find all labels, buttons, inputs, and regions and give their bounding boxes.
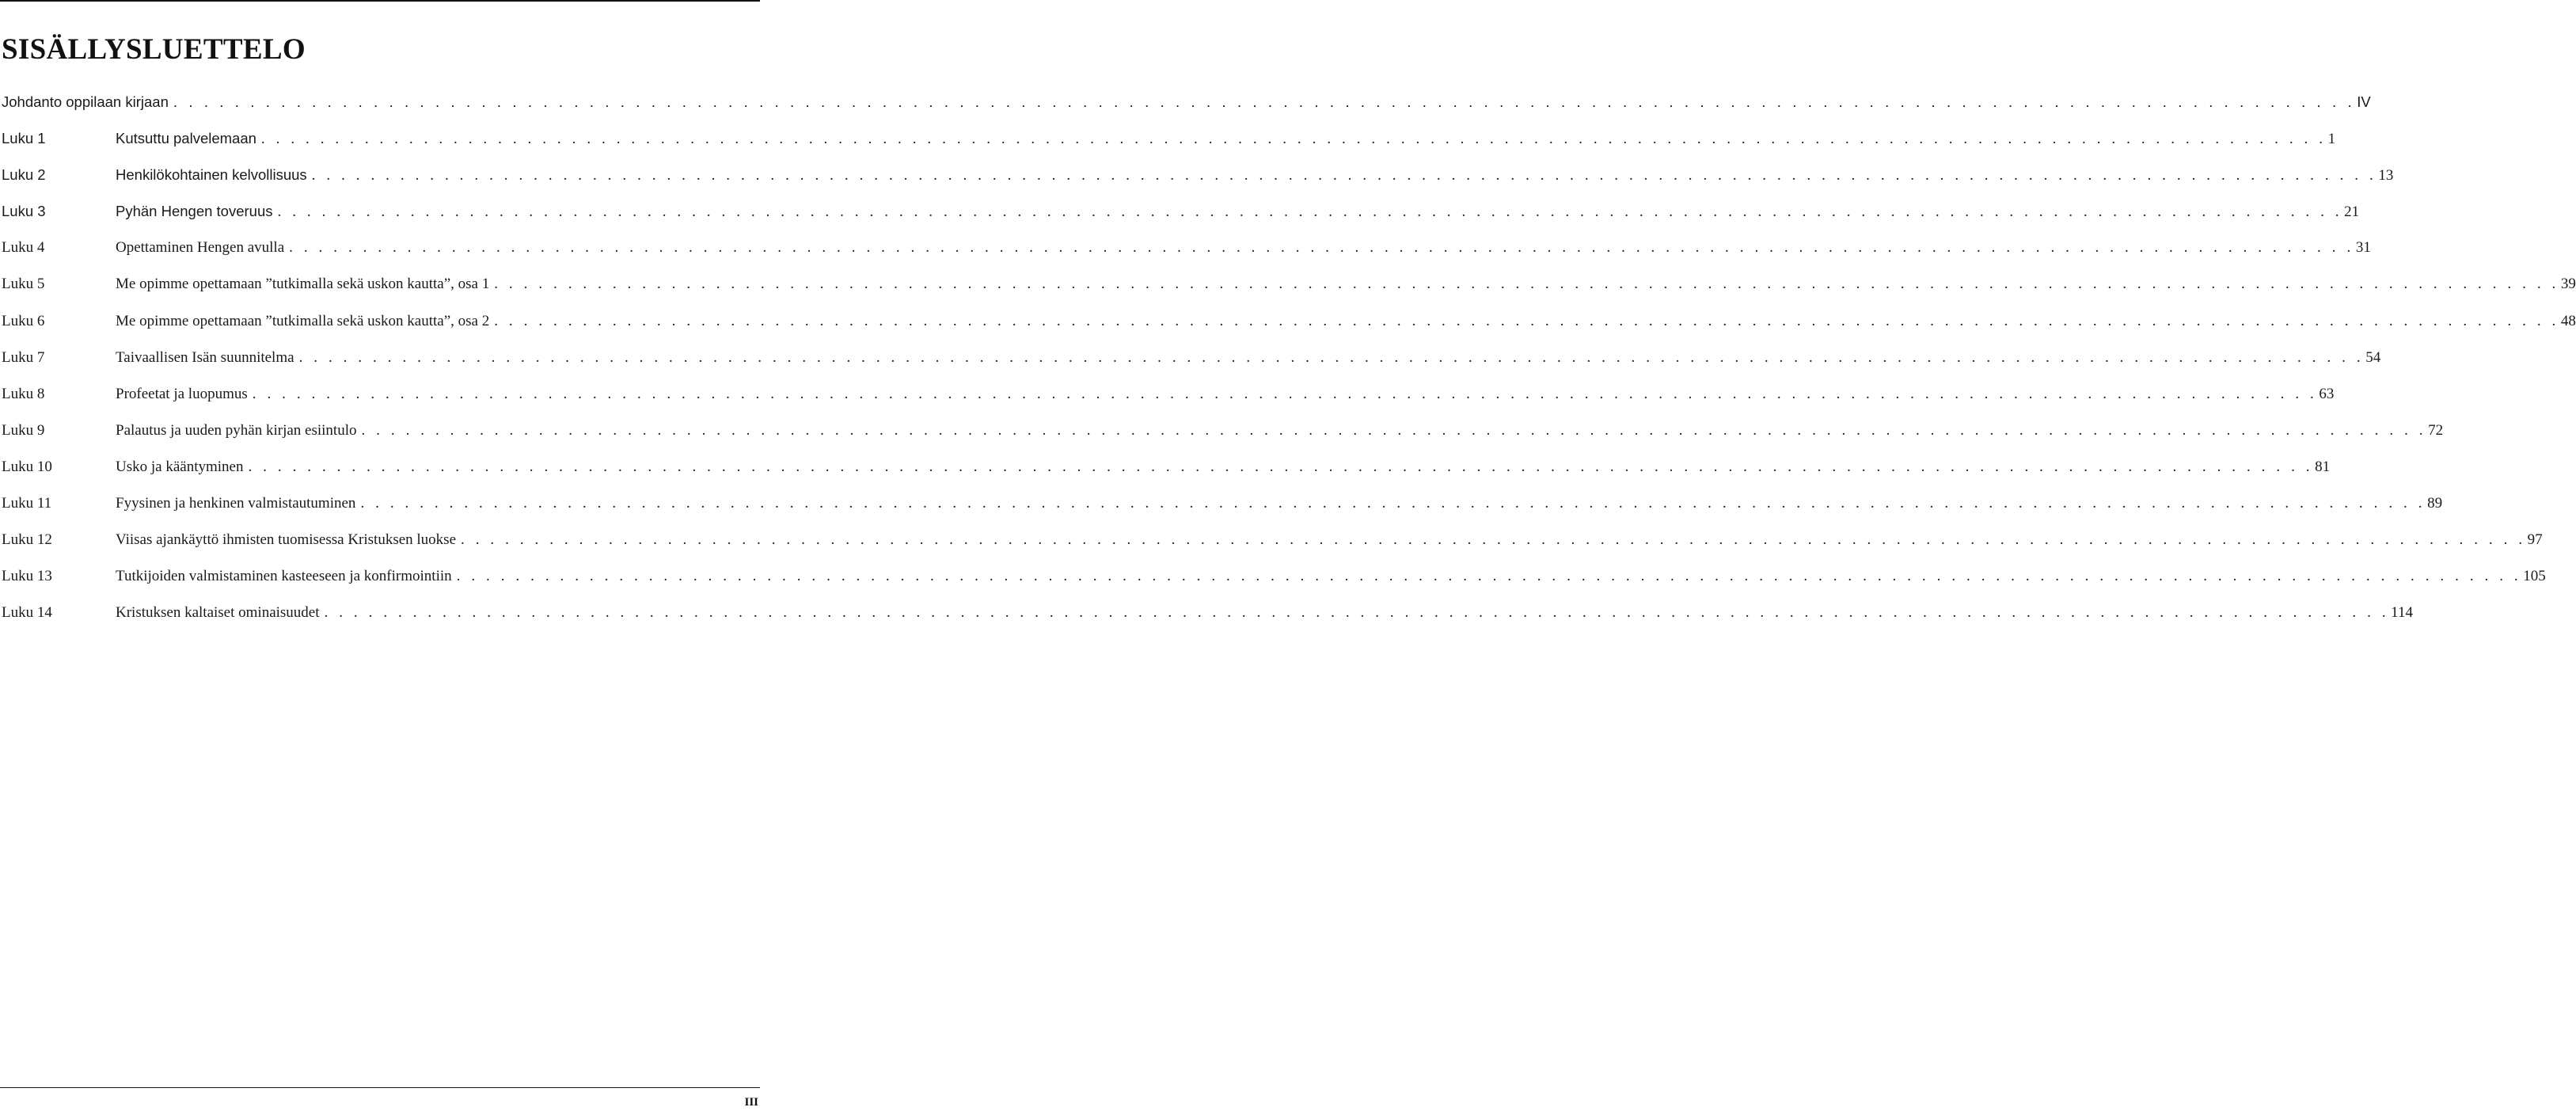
table-of-contents [2, 89, 2576, 636]
dot-leader: . . . . . . . . . . . . . . . . . . . . . . . . . . . . . . . . . . . . . . . . . . . . . . . . . . . . . . . . . . . . . . . . . . . . . . . . . . . . . . . . . . . . . . . . . . . . . . . . . . . . . . . . . . . . . . . . . . . . . . . . . . . . . . . . . . . . . . . . . . . . [324, 604, 2390, 622]
toc-row[interactable] [2, 308, 2576, 344]
toc-row[interactable] [2, 125, 2336, 162]
toc-chapter-page: 63 [2319, 385, 2335, 402]
toc-chapter-page: 1 [2327, 131, 2336, 148]
dot-leader: . . . . . . . . . . . . . . . . . . . . . . . . . . . . . . . . . . . . . . . . . . . . . . . . . . . . . . . . . . . . . . . . . . . . . . . . . . . . . . . . . . . . . . . . . . . . . . . . . . . . . . . . . . . . . . . . . . . . . . . . . . . . . . . . . . . . . . . . . . . . [361, 421, 2427, 439]
toc-chapter-page: 54 [2365, 348, 2381, 366]
dot-leader: . . . . . . . . . . . . . . . . . . . . . . . . . . . . . . . . . . . . . . . . . . . . . . . . . . . . . . . . . . . . . . . . . . . . . . . . . . . . . . . . . . . . . . . . . . . . . . . . . . . . . . . . . . . . . . . . . . . . . . . . . . . . . . . . . . . . . . . . . . . . [289, 239, 2354, 257]
toc-chapter-page: 89 [2427, 495, 2443, 512]
toc-chapter-page: 72 [2428, 421, 2444, 439]
toc-chapter-title: Henkilökohtainen kelvollisuus [116, 166, 307, 184]
toc-row[interactable] [2, 490, 2443, 527]
dot-leader: . . . . . . . . . . . . . . . . . . . . . . . . . . . . . . . . . . . . . . . . . . . . . . . . . . . . . . . . . . . . . . . . . . . . . . . . . . . . . . . . . . . . . . . . . . . . . . . . . . . . . . . . . . . . . . . . . . . . . . . . . . . . . . . . . . . . . . . . . . . . [277, 204, 2343, 221]
toc-chapter-label: Luku 10 [2, 458, 52, 475]
dot-leader: . . . . . . . . . . . . . . . . . . . . . . . . . . . . . . . . . . . . . . . . . . . . . . . . . . . . . . . . . . . . . . . . . . . . . . . . . . . . . . . . . . . . . . . . . . . . . . . . . . . . . . . . . . . . . . . . . . . . . . . . . . . . . . . . . . . . . . . . . . . . [248, 458, 2314, 475]
toc-chapter-title: Me opimme opettamaan ”tutkimalla sekä uskon kautta”, osa 2 [116, 312, 490, 329]
toc-row[interactable] [2, 344, 2381, 381]
page-number: III [744, 1096, 758, 1109]
toc-chapter-label: Luku 1 [2, 130, 46, 147]
toc-intro-title: Johdanto oppilaan kirjaan [2, 93, 169, 110]
toc-chapter-title: Viisas ajankäyttö ihmisten tuomisessa Kristuksen luokse [116, 531, 457, 549]
toc-chapter-title: Taivaallisen Isän suunnitelma [116, 348, 294, 366]
toc-chapter-label: Luku 2 [2, 166, 46, 184]
dot-leader: . . . . . . . . . . . . . . . . . . . . . . . . . . . . . . . . . . . . . . . . . . . . . . . . . . . . . . . . . . . . . . . . . . . . . . . . . . . . . . . . . . . . . . . . . . . . . . . . . . . . . . . . . . . . . . . . . . . . . . . . . . . . . . . . . . . . . . . . . . . . [456, 568, 2522, 585]
toc-row[interactable] [2, 599, 2413, 636]
toc-chapter-label: Luku 8 [2, 385, 45, 402]
bottom-rule [0, 1087, 760, 1088]
toc-chapter-title: Usko ja kääntyminen [116, 458, 244, 475]
toc-chapter-title: Profeetat ja luopumus [116, 385, 248, 402]
dot-leader: . . . . . . . . . . . . . . . . . . . . . . . . . . . . . . . . . . . . . . . . . . . . . . . . . . . . . . . . . . . . . . . . . . . . . . . . . . . . . . . . . . . . . . . . . . . . . . . . . . . . . . . . . . . . . . . . . . . . . . . . . . . . . . . . . . . . . . . . . . . . [360, 495, 2426, 512]
toc-row[interactable] [2, 454, 2331, 490]
toc-row[interactable] [2, 162, 2394, 198]
toc-chapter-title: Opettaminen Hengen avulla [116, 239, 285, 257]
toc-row[interactable] [2, 234, 2371, 271]
toc-chapter-label: Luku 11 [2, 495, 52, 512]
toc-chapter-title: Me opimme opettamaan ”tutkimalla sekä uskon kautta”, osa 1 [116, 276, 490, 293]
toc-chapter-label: Luku 9 [2, 421, 45, 439]
dot-leader: . . . . . . . . . . . . . . . . . . . . . . . . . . . . . . . . . . . . . . . . . . . . . . . . . . . . . . . . . . . . . . . . . . . . . . . . . . . . . . . . . . . . . . . . . . . . . . . . . . . . . . . . . . . . . . . . . . . . . . . . . . . . . . . . . . . . . . . . . . . . [494, 312, 2559, 329]
dot-leader: . . . . . . . . . . . . . . . . . . . . . . . . . . . . . . . . . . . . . . . . . . . . . . . . . . . . . . . . . . . . . . . . . . . . . . . . . . . . . . . . . . . . . . . . . . . . . . . . . . . . . . . . . . . . . . . . . . . . . . . . . . . . . . . . . . . . . . . . . . . . [311, 167, 2377, 185]
toc-chapter-label: Luku 14 [2, 604, 52, 622]
toc-chapter-page: 81 [2315, 458, 2331, 475]
toc-chapter-label: Luku 12 [2, 531, 52, 549]
dot-leader: . . . . . . . . . . . . . . . . . . . . . . . . . . . . . . . . . . . . . . . . . . . . . . . . . . . . . . . . . . . . . . . . . . . . . . . . . . . . . . . . . . . . . . . . . . . . . . . . . . . . . . . . . . . . . . . . . . . . . . . . . . . . . . . . . . . . . . . . . . . . [252, 385, 2318, 402]
dot-leader: . . . . . . . . . . . . . . . . . . . . . . . . . . . . . . . . . . . . . . . . . . . . . . . . . . . . . . . . . . . . . . . . . . . . . . . . . . . . . . . . . . . . . . . . . . . . . . . . . . . . . . . . . . . . . . . . . . . . . . . . . . . . . . . . . . . . . . . . . . . . [298, 348, 2365, 366]
toc-chapter-label: Luku 4 [2, 239, 45, 257]
dot-leader: . . . . . . . . . . . . . . . . . . . . . . . . . . . . . . . . . . . . . . . . . . . . . . . . . . . . . . . . . . . . . . . . . . . . . . . . . . . . . . . . . . . . . . . . . . . . . . . . . . . . . . . . . . . . . . . . . . . . . . . . . . . . . . . . . . . . . . . . . . . . . . [173, 93, 2356, 110]
toc-row[interactable] [2, 271, 2576, 307]
dot-leader: . . . . . . . . . . . . . . . . . . . . . . . . . . . . . . . . . . . . . . . . . . . . . . . . . . . . . . . . . . . . . . . . . . . . . . . . . . . . . . . . . . . . . . . . . . . . . . . . . . . . . . . . . . . . . . . . . . . . . . . . . . . . . . . . . . . . . . . . . . . . [461, 531, 2526, 549]
toc-chapter-label: Luku 5 [2, 276, 45, 293]
toc-chapter-page: 105 [2523, 568, 2546, 585]
toc-chapter-page: 48 [2560, 312, 2576, 329]
dot-leader: . . . . . . . . . . . . . . . . . . . . . . . . . . . . . . . . . . . . . . . . . . . . . . . . . . . . . . . . . . . . . . . . . . . . . . . . . . . . . . . . . . . . . . . . . . . . . . . . . . . . . . . . . . . . . . . . . . . . . . . . . . . . . . . . . . . . . . . . . . . . [494, 276, 2559, 293]
toc-row-intro[interactable] [2, 89, 2371, 125]
toc-row[interactable] [2, 381, 2335, 417]
toc-chapter-title: Kutsuttu palvelemaan [116, 130, 256, 147]
toc-chapter-label: Luku 13 [2, 568, 52, 585]
toc-chapter-label: Luku 7 [2, 348, 45, 366]
toc-chapter-label: Luku 3 [2, 203, 46, 220]
toc-chapter-page: 21 [2344, 204, 2360, 221]
top-rule [0, 0, 760, 2]
toc-chapter-label: Luku 6 [2, 312, 45, 329]
toc-chapter-title: Pyhän Hengen toveruus [116, 203, 273, 220]
toc-intro-page: IV [2357, 93, 2371, 110]
dot-leader: . . . . . . . . . . . . . . . . . . . . . . . . . . . . . . . . . . . . . . . . . . . . . . . . . . . . . . . . . . . . . . . . . . . . . . . . . . . . . . . . . . . . . . . . . . . . . . . . . . . . . . . . . . . . . . . . . . . . . . . . . . . . . . . . . . . . . . . . . . . . [260, 131, 2327, 148]
toc-chapter-page: 114 [2391, 604, 2413, 622]
toc-chapter-page: 97 [2527, 531, 2543, 549]
toc-chapter-page: 39 [2560, 276, 2576, 293]
toc-row[interactable] [2, 417, 2444, 454]
toc-row[interactable] [2, 527, 2543, 563]
toc-chapter-title: Fyysinen ja henkinen valmistautuminen [116, 495, 356, 512]
toc-chapter-title: Palautus ja uuden pyhän kirjan esiintulo [116, 421, 357, 439]
toc-row[interactable] [2, 198, 2360, 234]
toc-chapter-title: Tutkijoiden valmistaminen kasteeseen ja konfirmointiin [116, 568, 452, 585]
toc-chapter-page: 13 [2378, 167, 2394, 185]
page-title: SISÄLLYSLUETTELO [2, 33, 306, 66]
toc-row[interactable] [2, 563, 2546, 599]
toc-chapter-title: Kristuksen kaltaiset ominaisuudet [116, 604, 320, 622]
toc-chapter-page: 31 [2355, 239, 2371, 257]
